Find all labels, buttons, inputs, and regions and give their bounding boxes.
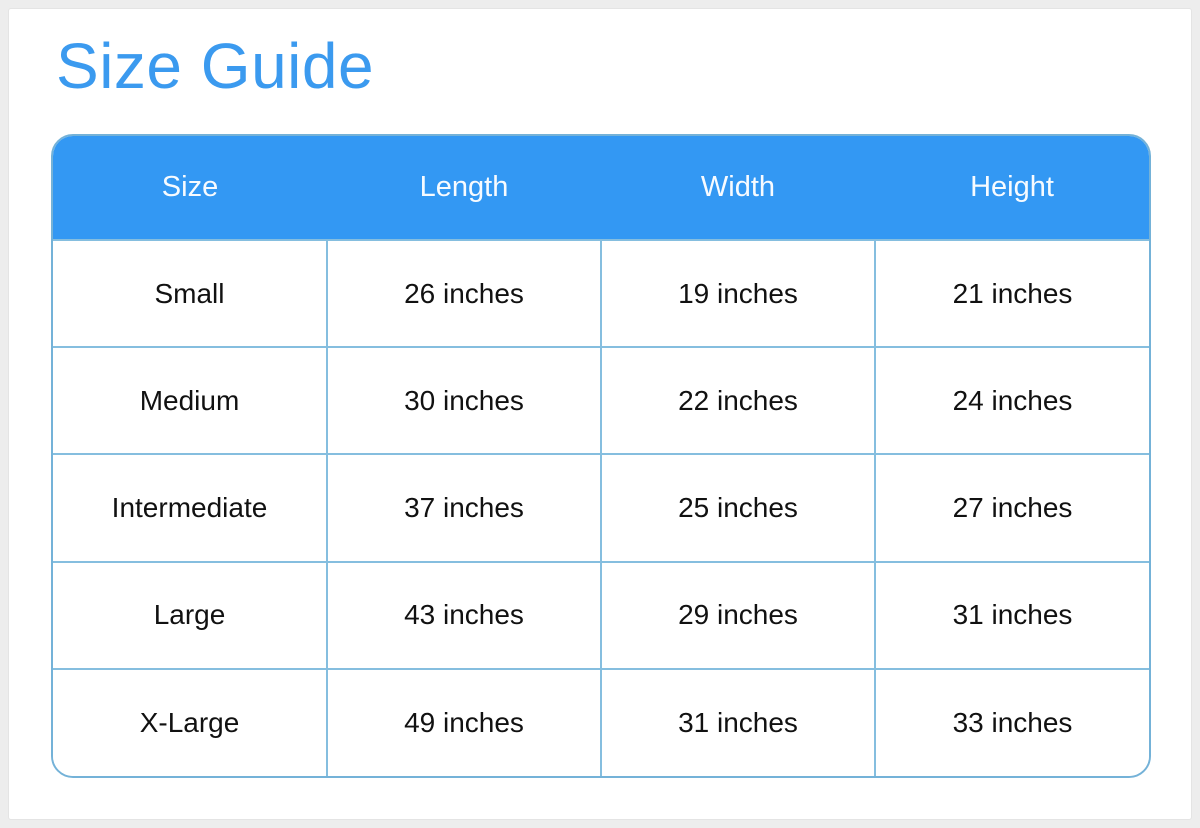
cell-width-value: 19 inches [601, 240, 875, 347]
table-row [53, 669, 1149, 776]
cell-length-value: 49 inches [327, 669, 601, 776]
cell-size-label: Small [53, 240, 327, 347]
cell-length-value: 37 inches [327, 454, 601, 561]
table-row [53, 240, 1149, 347]
cell-height-value: 31 inches [875, 562, 1149, 669]
cell-size-label: Large [53, 562, 327, 669]
size-guide-table [51, 134, 1151, 778]
cell-length-value: 26 inches [327, 240, 601, 347]
cell-width-value: 31 inches [601, 669, 875, 776]
table-header-row [53, 136, 1149, 240]
column-header-size: Size [53, 136, 327, 240]
page-title: Size Guide [56, 30, 375, 102]
cell-size-label: Medium [53, 347, 327, 454]
cell-height-value: 33 inches [875, 669, 1149, 776]
column-header-width: Width [601, 136, 875, 240]
cell-length-value: 43 inches [327, 562, 601, 669]
cell-length-value: 30 inches [327, 347, 601, 454]
cell-size-label: X-Large [53, 669, 327, 776]
table-row [53, 562, 1149, 669]
size-table [53, 136, 1149, 776]
cell-height-value: 24 inches [875, 347, 1149, 454]
cell-width-value: 29 inches [601, 562, 875, 669]
cell-height-value: 27 inches [875, 454, 1149, 561]
table-row [53, 347, 1149, 454]
page-canvas [8, 8, 1192, 820]
column-header-height: Height [875, 136, 1149, 240]
column-header-length: Length [327, 136, 601, 240]
cell-height-value: 21 inches [875, 240, 1149, 347]
cell-size-label: Intermediate [53, 454, 327, 561]
cell-width-value: 22 inches [601, 347, 875, 454]
table-row [53, 454, 1149, 561]
cell-width-value: 25 inches [601, 454, 875, 561]
